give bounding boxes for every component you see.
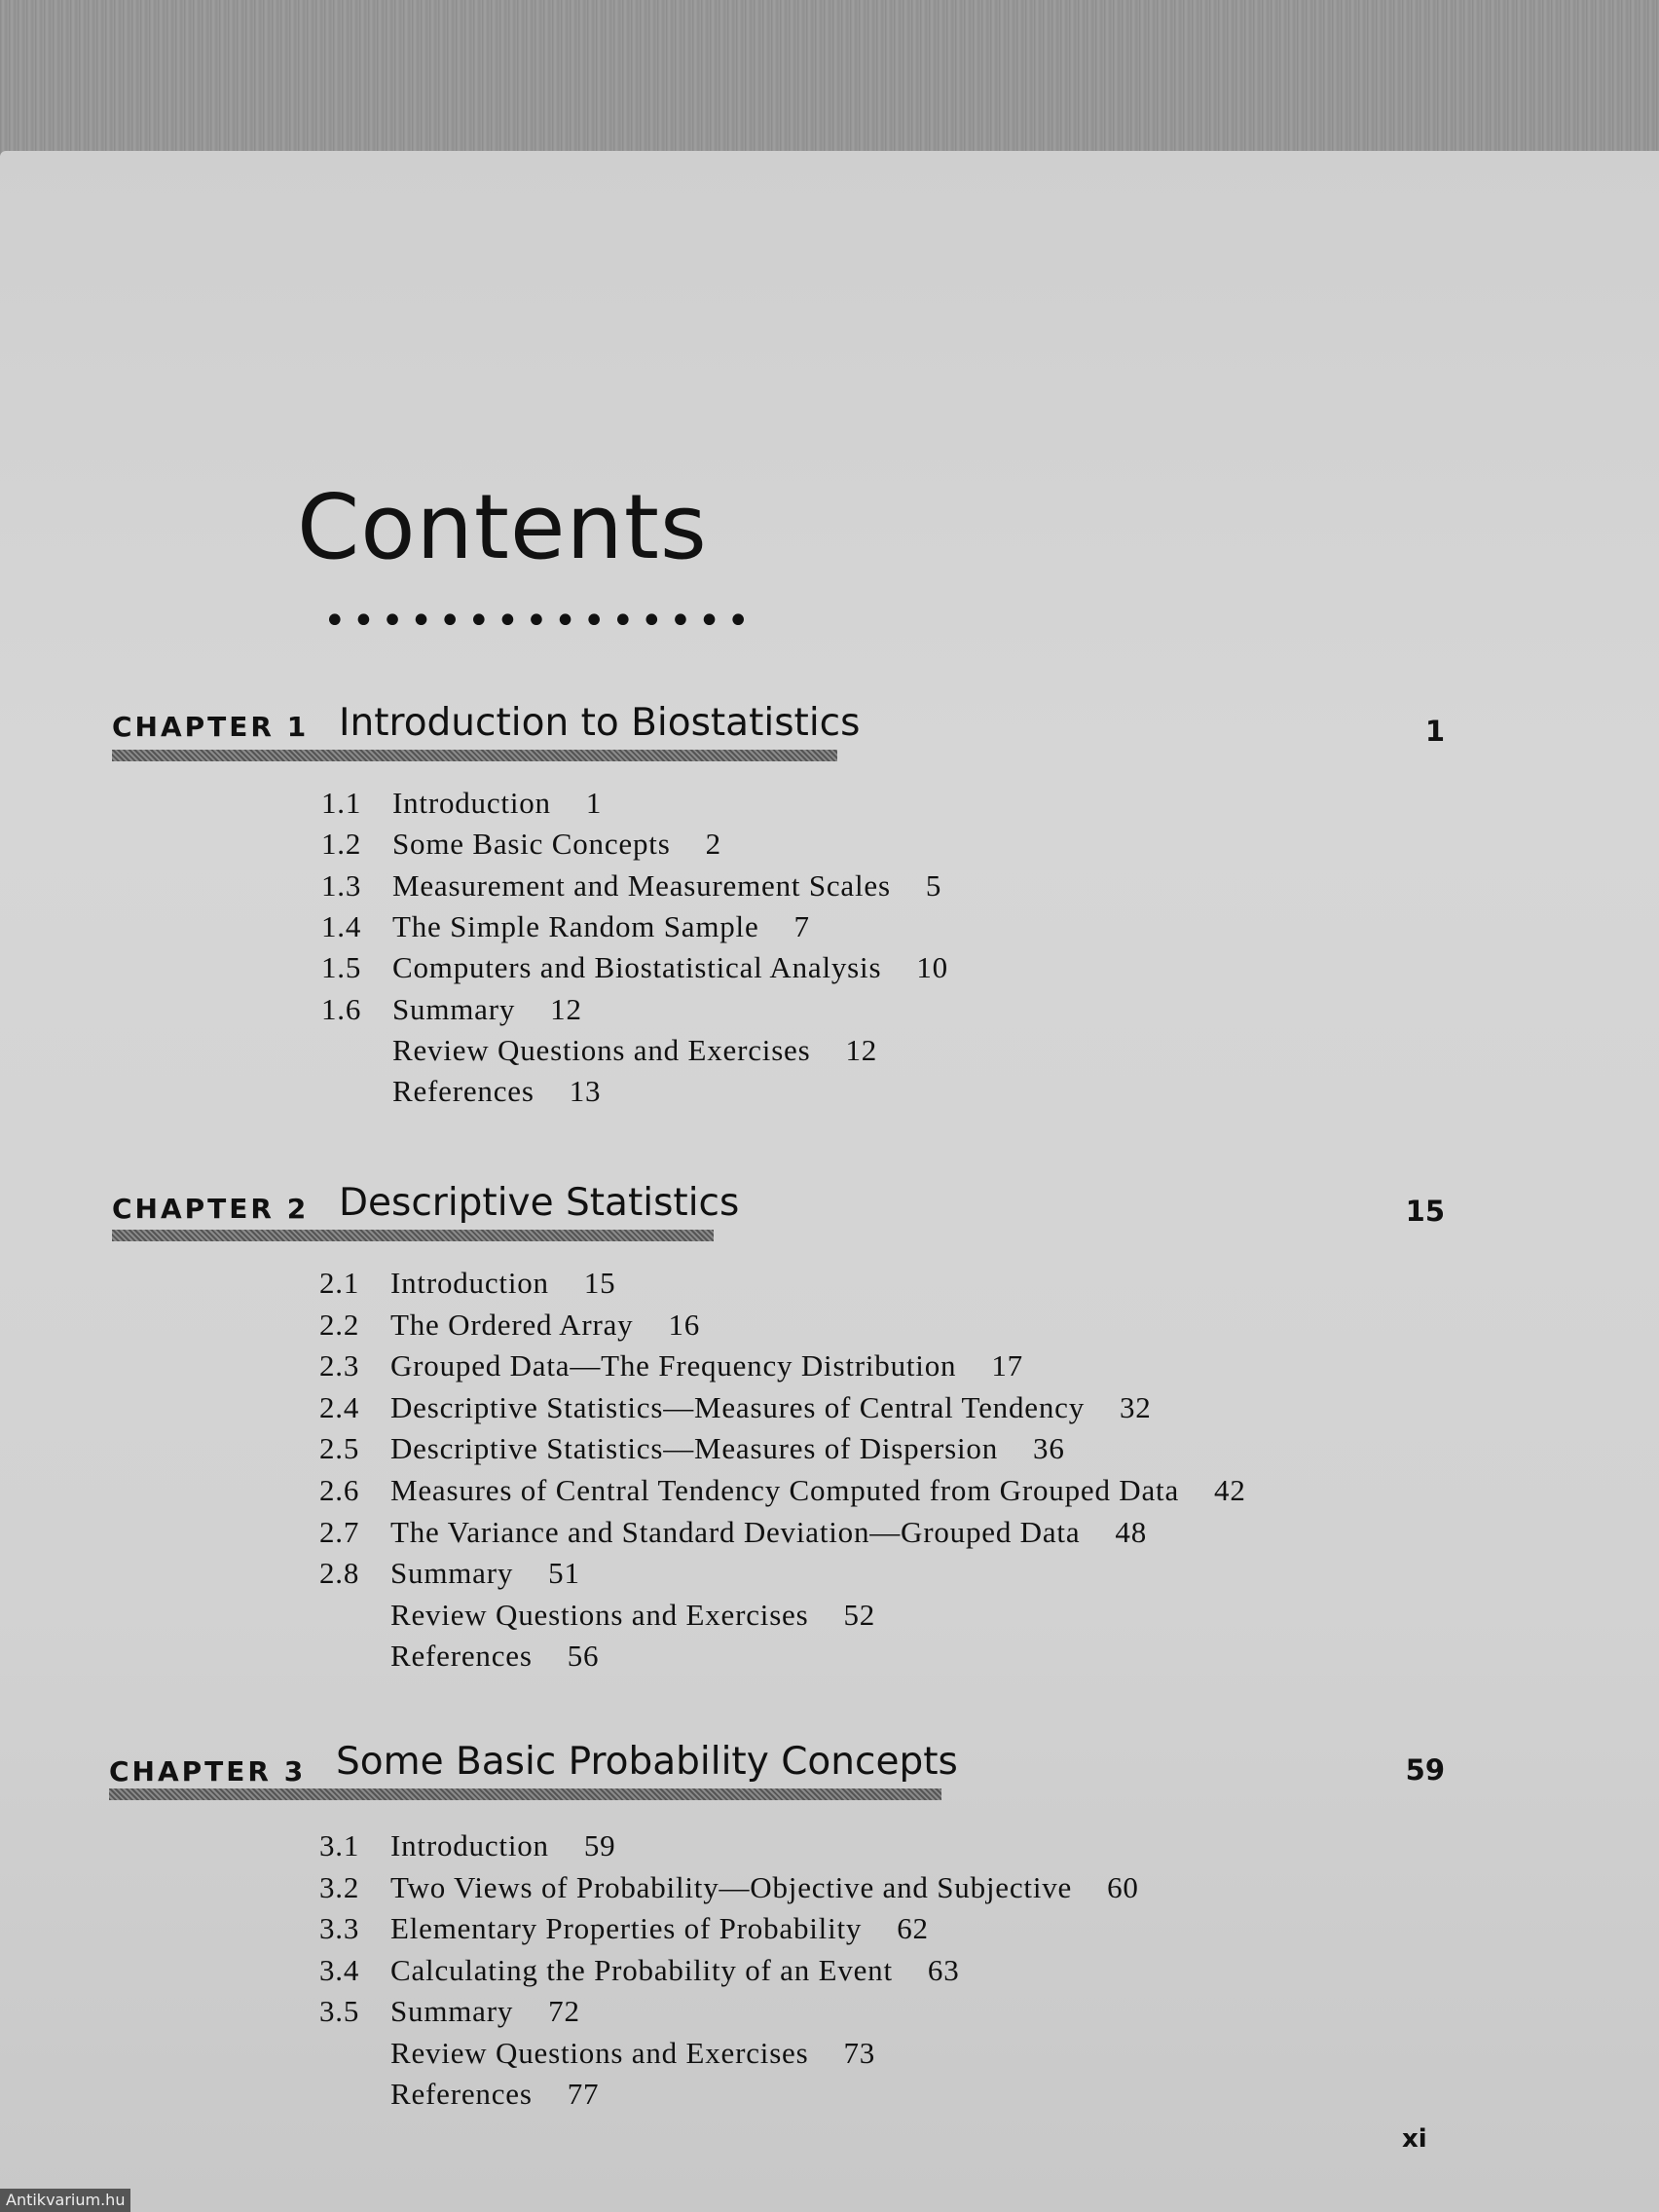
section-number: 2.5 [319, 1431, 360, 1466]
section-page: 77 [567, 2077, 600, 2111]
section-title-group [392, 786, 602, 821]
chapter-rule [112, 1230, 714, 1241]
section-title: Measurement and Measurement Scales [392, 867, 891, 903]
section-title-group [392, 950, 948, 985]
section-number: 1.2 [321, 827, 362, 862]
section-page: 12 [550, 991, 582, 1026]
background-strip [0, 0, 1659, 156]
page-number: xi [1402, 2124, 1427, 2154]
section-title-group [390, 2036, 875, 2071]
section-page: 5 [925, 867, 942, 903]
section-title: Introduction [390, 1828, 549, 1862]
section-title-group [390, 1953, 960, 1988]
section-number: 1.5 [321, 950, 362, 985]
chapter-rule [112, 750, 837, 761]
section-number: 3.3 [319, 1911, 360, 1945]
section-number: 3.4 [319, 1952, 360, 1987]
section-page: 63 [927, 1952, 960, 1987]
section-number: 2.7 [319, 1514, 360, 1549]
section-page: 2 [705, 827, 721, 862]
section-number: 2.6 [319, 1473, 360, 1507]
section-page: 52 [843, 1597, 876, 1632]
section-title: Computers and Biostatistical Analysis [392, 950, 882, 985]
section-page: 16 [668, 1307, 701, 1342]
section-number: 1.1 [321, 786, 362, 820]
section-page: 7 [793, 908, 810, 943]
section-title: References [392, 1074, 535, 1109]
section-title: Some Basic Concepts [392, 827, 671, 862]
section-number: 2.2 [319, 1307, 360, 1342]
section-title: The Variance and Standard Deviation—Grouped Data [390, 1514, 1081, 1549]
section-page: 72 [548, 1994, 580, 2028]
section-title: Descriptive Statistics—Measures of Central Tendency [390, 1389, 1085, 1424]
section-title-group [390, 1994, 580, 2029]
section-title-group [390, 1556, 580, 1591]
section-number: 1.4 [321, 908, 362, 943]
section-page: 36 [1033, 1431, 1065, 1466]
section-title-group [390, 1828, 615, 1863]
section-title-group [392, 868, 941, 903]
section-title-group [390, 1308, 700, 1343]
section-title-group [390, 1266, 615, 1301]
section-number: 2.1 [319, 1266, 360, 1300]
section-page: 10 [916, 950, 948, 985]
section-title-group [390, 2077, 599, 2112]
section-title-group [390, 1431, 1065, 1466]
section-title-group [392, 909, 810, 944]
chapter-page: 1 [1424, 715, 1445, 748]
chapter-rule [109, 1788, 941, 1800]
section-title: Calculating the Probability of an Event [390, 1952, 893, 1987]
section-title: References [390, 2077, 533, 2111]
chapter-page: 59 [1405, 1753, 1445, 1787]
chapter-label: CHAPTER 1 [112, 711, 310, 743]
section-title: Introduction [392, 786, 551, 820]
chapter-title: Descriptive Statistics [339, 1181, 740, 1225]
section-title: Measures of Central Tendency Computed from Grouped Data [390, 1473, 1180, 1507]
section-title: Review Questions and Exercises [392, 1032, 811, 1067]
section-title-group [390, 1598, 875, 1633]
section-title: Two Views of Probability—Objective and Subjective [390, 1869, 1073, 1904]
section-page: 59 [583, 1828, 616, 1862]
section-page: 51 [548, 1556, 580, 1591]
section-number: 3.2 [319, 1869, 360, 1904]
section-title: Introduction [390, 1266, 549, 1300]
section-page: 17 [991, 1348, 1023, 1383]
page-title: Contents [297, 475, 708, 579]
section-title-group [390, 1515, 1147, 1550]
section-page: 13 [569, 1074, 602, 1109]
section-title: The Simple Random Sample [392, 908, 759, 943]
section-title-group [392, 827, 721, 862]
chapter-title: Introduction to Biostatistics [339, 701, 861, 745]
section-title-group [392, 1033, 877, 1068]
section-title: References [390, 1639, 533, 1674]
section-title: Summary [390, 1994, 514, 2028]
section-title: Summary [390, 1556, 514, 1591]
section-title-group [392, 992, 582, 1027]
section-number: 1.6 [321, 991, 362, 1026]
section-page: 56 [567, 1639, 600, 1674]
section-title-group [390, 1390, 1152, 1425]
section-title: Review Questions and Exercises [390, 1597, 809, 1632]
section-page: 73 [843, 2035, 876, 2070]
chapter-title: Some Basic Probability Concepts [336, 1740, 958, 1784]
section-number: 2.8 [319, 1556, 360, 1591]
section-number: 1.3 [321, 867, 362, 903]
bleed-through-text [759, 316, 769, 362]
section-title-group [390, 1473, 1246, 1508]
section-title-group [392, 1074, 601, 1109]
section-title: Elementary Properties of Probability [390, 1911, 863, 1945]
title-ornament: ••••••••••••••• [323, 599, 756, 644]
section-title: Review Questions and Exercises [390, 2035, 809, 2070]
chapter-page: 15 [1405, 1195, 1445, 1228]
section-page: 1 [585, 786, 603, 820]
section-title-group [390, 1911, 929, 1946]
section-number: 2.4 [319, 1389, 360, 1424]
section-page: 62 [897, 1911, 929, 1945]
section-page: 42 [1214, 1473, 1246, 1507]
section-page: 48 [1115, 1514, 1148, 1549]
section-page: 60 [1107, 1869, 1139, 1904]
section-title: Descriptive Statistics—Measures of Dispersion [390, 1431, 999, 1466]
chapter-label: CHAPTER 2 [112, 1193, 310, 1225]
section-title: Summary [392, 991, 516, 1026]
section-title-group [390, 1348, 1023, 1383]
section-number: 2.3 [319, 1348, 360, 1383]
section-title-group [390, 1870, 1139, 1905]
watermark: Antikvarium.hu [0, 2189, 130, 2212]
section-title: Grouped Data—The Frequency Distribution [390, 1348, 957, 1383]
section-page: 32 [1120, 1389, 1152, 1424]
section-number: 3.1 [319, 1828, 360, 1862]
section-page: 12 [845, 1032, 878, 1067]
section-title-group [390, 1639, 599, 1674]
section-title: The Ordered Array [390, 1307, 634, 1342]
section-page: 15 [583, 1266, 616, 1300]
section-number: 3.5 [319, 1994, 360, 2028]
chapter-label: CHAPTER 3 [109, 1755, 307, 1788]
